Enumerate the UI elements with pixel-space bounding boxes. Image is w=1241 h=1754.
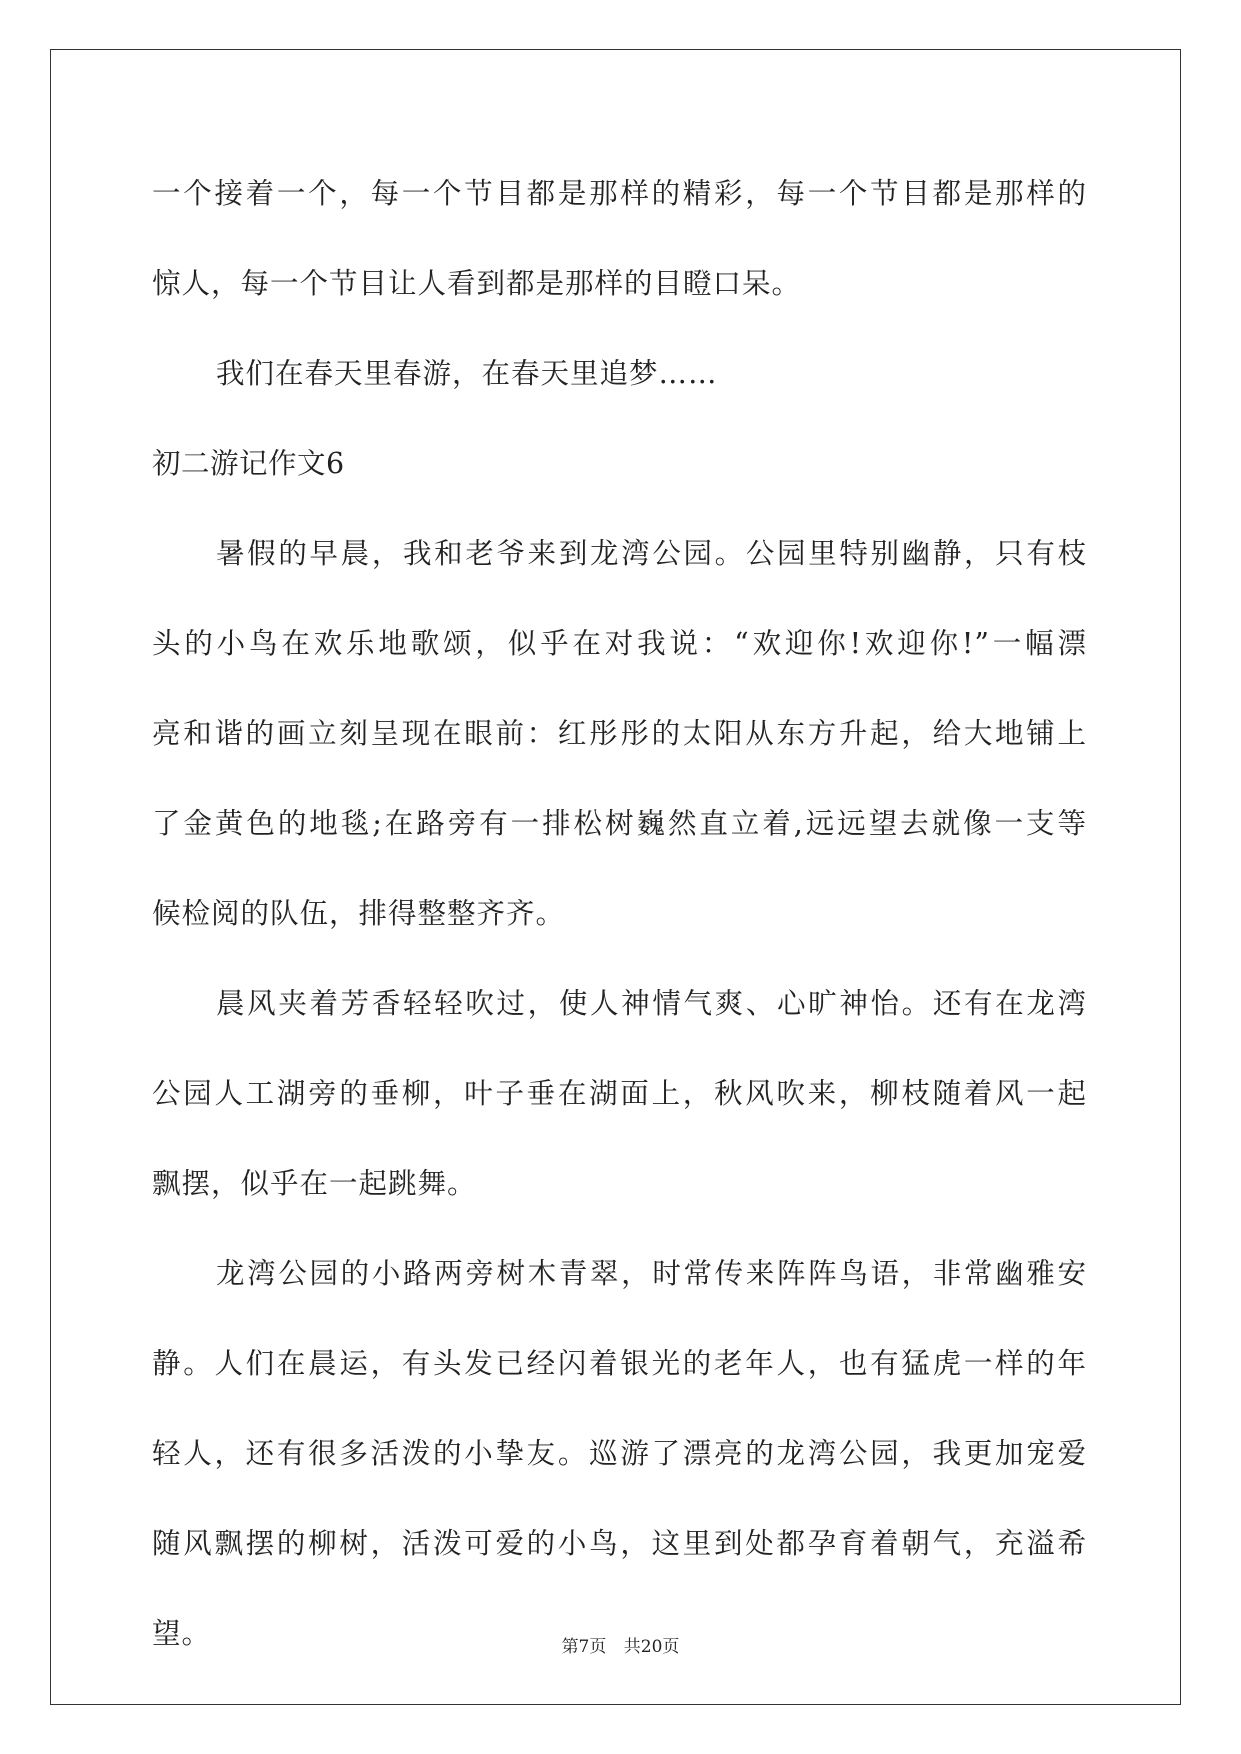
paragraph-line: 头的小鸟在欢乐地歌颂，似乎在对我说：“欢迎你!欢迎你!”一幅漂 [152, 627, 1087, 660]
paragraph-line: 随风飘摆的柳树，活泼可爱的小鸟，这里到处都孕育着朝气，充溢希 [152, 1527, 1087, 1560]
page-number: 第7页 [561, 1637, 607, 1657]
paragraph-line: 晨风夹着芳香轻轻吹过，使人神情气爽、心旷神怡。还有在龙湾 [216, 987, 1087, 1020]
document-body [152, 164, 1087, 1694]
paragraph-line: 望。 [152, 1617, 212, 1650]
paragraph-line: 候检阅的队伍，排得整整齐齐。 [152, 897, 566, 930]
paragraph-line: 轻人，还有很多活泼的小挚友。巡游了漂亮的龙湾公园，我更加宠爱 [152, 1437, 1087, 1470]
paragraph-line: 龙湾公园的小路两旁树木青翠，时常传来阵阵鸟语，非常幽雅安 [216, 1257, 1087, 1290]
paragraph-line: 了金黄色的地毯;在路旁有一排松树巍然直立着,远远望去就像一支等 [152, 807, 1087, 840]
paragraph-line: 一个接着一个，每一个节目都是那样的精彩，每一个节目都是那样的 [152, 177, 1087, 210]
paragraph-line: 惊人，每一个节目让人看到都是那样的目瞪口呆。 [152, 267, 802, 300]
paragraph-line: 亮和谐的画立刻呈现在眼前：红彤彤的太阳从东方升起，给大地铺上 [152, 717, 1087, 750]
paragraph-line: 我们在春天里春游，在春天里追梦…… [216, 357, 718, 390]
paragraph-line: 飘摆，似乎在一起跳舞。 [152, 1167, 477, 1200]
page-total: 共20页 [623, 1637, 680, 1657]
paragraph-line: 公园人工湖旁的垂柳，叶子垂在湖面上，秋风吹来，柳枝随着风一起 [152, 1077, 1087, 1110]
paragraph-line: 暑假的早晨，我和老爷来到龙湾公园。公园里特别幽静，只有枝 [216, 537, 1087, 570]
page-footer [0, 1632, 1241, 1657]
paragraph-line: 静。人们在晨运，有头发已经闪着银光的老年人，也有猛虎一样的年 [152, 1347, 1087, 1380]
section-heading: 初二游记作文6 [152, 447, 345, 480]
